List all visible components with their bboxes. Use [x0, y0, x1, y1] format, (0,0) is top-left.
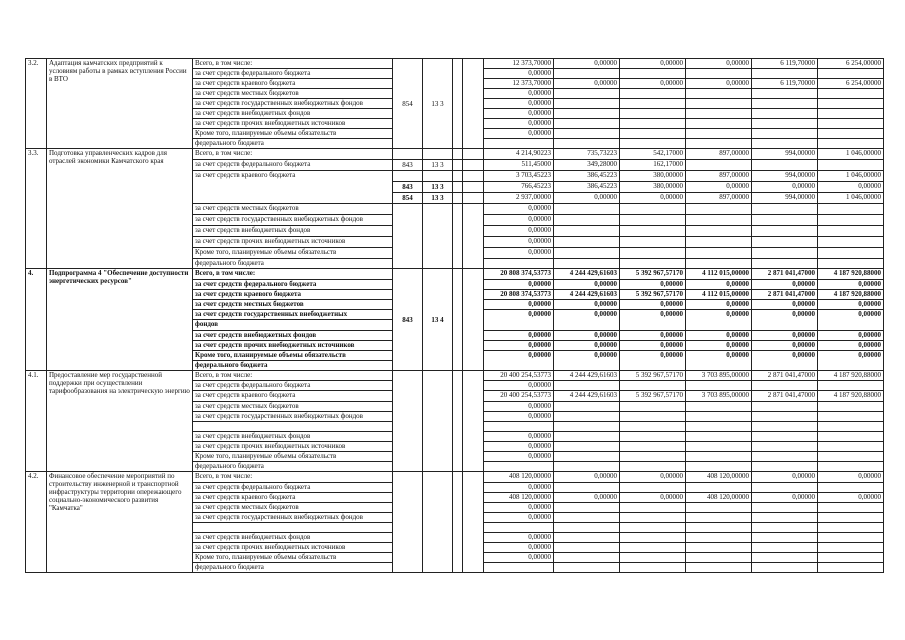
value-cell: 0,00000: [752, 300, 818, 310]
value-cell: 1 046,00000: [818, 193, 884, 204]
funding-source-label: за счет средств местных бюджетов: [193, 300, 393, 310]
value-cell: 0,00000: [686, 182, 752, 193]
value-cell: 994,00000: [752, 171, 818, 182]
value-total: 0,00000: [484, 513, 554, 523]
funding-source-label: Всего, в том числе:: [193, 59, 393, 69]
budget-table-page: [25, 58, 883, 573]
value-total: 0,00000: [484, 402, 554, 412]
funding-source-label: за счет средств краевого бюджета: [193, 493, 393, 503]
value-total: 0,00000: [484, 300, 554, 310]
funding-source-label: за счет средств прочих внебюджетных источников: [193, 442, 393, 452]
value-total: 20 400 254,53773: [484, 391, 554, 402]
value-total: 766,45223: [484, 182, 554, 193]
funding-source-label: Всего, в том числе:: [193, 371, 393, 381]
value-cell: 0,00000: [620, 351, 686, 371]
funding-source-label: Кроме того, планируемые объемы обязательств: [193, 351, 393, 361]
value-cell: 542,17000: [620, 149, 686, 160]
funding-source-label: Всего, в том числе:: [193, 149, 393, 160]
funding-source-label: федерального бюджета: [193, 462, 393, 472]
value-total: 0,00000: [484, 442, 554, 452]
value-total: 0,00000: [484, 412, 554, 422]
value-cell: 5 392 967,57170: [620, 391, 686, 402]
value-cell: 380,00000: [620, 171, 686, 182]
value-cell: 0,00000: [620, 331, 686, 341]
value-total: 20 808 374,53773: [484, 290, 554, 300]
value-cell: 6 254,00000: [818, 79, 884, 89]
value-cell: 4 112 015,00000: [686, 269, 752, 280]
value-total: 3 703,45223: [484, 171, 554, 182]
grbs-code: 854: [393, 193, 423, 204]
value-cell: 380,00000: [620, 182, 686, 193]
value-cell: 0,00000: [554, 280, 620, 290]
value-total: 0,00000: [484, 503, 554, 513]
value-cell: 6 254,00000: [818, 59, 884, 69]
value-total: 0,00000: [484, 553, 554, 563]
funding-source-label: Кроме того, планируемые объемы обязательств: [193, 129, 393, 139]
value-cell: 0,00000: [818, 351, 884, 371]
value-cell: 0,00000: [554, 310, 620, 331]
row-number: 3.3.: [26, 149, 47, 269]
value-cell: 0,00000: [752, 493, 818, 503]
value-cell: 0,00000: [554, 493, 620, 503]
value-cell: 2 871 041,47000: [752, 290, 818, 300]
value-total: 0,00000: [484, 204, 554, 215]
grbs-code: 843: [393, 160, 423, 171]
row-number: 4.1.: [26, 371, 47, 472]
value-cell: 0,00000: [620, 59, 686, 69]
value-total: 20 808 374,53773: [484, 269, 554, 280]
value-cell: 2 871 041,47000: [752, 269, 818, 280]
funding-source-label: федерального бюджета: [193, 139, 393, 149]
funding-source-label: за счет средств федерального бюджета: [193, 280, 393, 290]
grbs-code: 843: [393, 182, 423, 193]
value-cell: 0,00000: [752, 310, 818, 331]
table-row: [26, 371, 884, 381]
value-total: 0,00000: [484, 381, 554, 391]
funding-source-label: Кроме того, планируемые объемы обязательств: [193, 553, 393, 563]
program-code: 13 3: [423, 193, 453, 204]
value-cell: 0,00000: [620, 280, 686, 290]
grbs-code: 843: [393, 269, 423, 371]
funding-source-label: за счет средств федерального бюджета: [193, 69, 393, 79]
value-total: 0,00000: [484, 248, 554, 259]
value-cell: 0,00000: [620, 300, 686, 310]
value-cell: 386,45223: [554, 182, 620, 193]
value-cell: 0,00000: [818, 341, 884, 351]
value-cell: 994,00000: [752, 193, 818, 204]
measure-title: Подготовка управленческих кадров для отраслей экономики Камчатского края: [47, 149, 193, 269]
value-cell: 0,00000: [554, 331, 620, 341]
funding-source-label: федерального бюджета: [193, 563, 393, 573]
value-cell: 0,00000: [818, 182, 884, 193]
value-cell: 4 187 920,88000: [818, 269, 884, 280]
value-cell: 897,00000: [686, 193, 752, 204]
value-total: 0,00000: [484, 89, 554, 99]
funding-source-label: Кроме того, планируемые объемы обязательств: [193, 452, 393, 462]
value-total: 0,00000: [484, 237, 554, 248]
value-cell: 0,00000: [686, 341, 752, 351]
value-cell: 0,00000: [752, 280, 818, 290]
table-row: [26, 269, 884, 280]
funding-source-label: за счет средств внебюджетных фондов: [193, 533, 393, 543]
value-cell: 0,00000: [752, 341, 818, 351]
value-total: 0,00000: [484, 351, 554, 371]
value-cell: 0,00000: [554, 472, 620, 483]
value-cell: 0,00000: [620, 472, 686, 483]
value-cell: 6 119,70000: [752, 59, 818, 69]
value-cell: 0,00000: [686, 280, 752, 290]
value-total: 2 937,00000: [484, 193, 554, 204]
value-cell: 408 120,00000: [686, 472, 752, 483]
funding-source-label: за счет средств государственных внебюджетных фондов: [193, 412, 393, 422]
funding-source-label: за счет средств внебюджетных фондов: [193, 226, 393, 237]
value-cell: 4 244 429,61603: [554, 391, 620, 402]
funding-source-label: за счет средств федерального бюджета: [193, 483, 393, 493]
funding-source-label: Всего, в том числе:: [193, 472, 393, 483]
measure-title: Финансовое обеспечение мероприятий по строительству инженерной и транспортной инфраструктуры территории опережающего социально-экономического развития "Камчатка": [47, 472, 193, 573]
value-cell: 0,00000: [686, 59, 752, 69]
value-cell: 3 703 895,00000: [686, 391, 752, 402]
funding-source-label: за счет средств прочих внебюджетных источников: [193, 341, 393, 351]
budget-table: [25, 58, 884, 573]
value-total: 0,00000: [484, 533, 554, 543]
funding-source-label: за счет средств внебюджетных фондов: [193, 109, 393, 119]
value-cell: 4 187 920,88000: [818, 391, 884, 402]
value-total: 511,45000: [484, 160, 554, 171]
funding-source-label: за счет средств государственных внебюджетных фондов: [193, 513, 393, 523]
value-cell: 4 244 429,61603: [554, 371, 620, 381]
value-cell: 0,00000: [686, 351, 752, 371]
value-cell: 0,00000: [620, 193, 686, 204]
value-total: 0,00000: [484, 69, 554, 79]
value-cell: 0,00000: [554, 351, 620, 371]
funding-source-label: за счет средств местных бюджетов: [193, 402, 393, 412]
program-code: 13 3: [423, 182, 453, 193]
funding-source-label: за счет средств внебюджетных фондов: [193, 432, 393, 442]
value-cell: 0,00000: [554, 79, 620, 89]
value-cell: 0,00000: [620, 341, 686, 351]
value-total: 0,00000: [484, 119, 554, 129]
value-cell: 0,00000: [818, 493, 884, 503]
value-cell: 0,00000: [818, 472, 884, 483]
funding-source-label: Кроме того, планируемые объемы обязательств: [193, 248, 393, 259]
value-total: 20 400 254,53773: [484, 371, 554, 381]
funding-source-label: за счет средств местных бюджетов: [193, 503, 393, 513]
funding-source-label: за счет средств краевого бюджета: [193, 391, 393, 402]
value-cell: 0,00000: [686, 310, 752, 331]
value-cell: 0,00000: [554, 341, 620, 351]
value-cell: 0,00000: [554, 193, 620, 204]
value-cell: 1 046,00000: [818, 171, 884, 182]
value-cell: 0,00000: [818, 331, 884, 341]
funding-source-label: за счет средств краевого бюджета: [193, 171, 393, 204]
value-total: 0,00000: [484, 432, 554, 442]
value-total: 0,00000: [484, 109, 554, 119]
value-cell: 0,00000: [752, 472, 818, 483]
value-cell: 1 046,00000: [818, 149, 884, 160]
funding-source-label: за счет средств прочих внебюджетных источников: [193, 543, 393, 553]
funding-source-label: за счет средств прочих внебюджетных источников: [193, 237, 393, 248]
funding-source-label: за счет средств прочих внебюджетных источников: [193, 119, 393, 129]
program-code: 13 3: [423, 59, 453, 149]
value-cell: 0,00000: [818, 280, 884, 290]
value-cell: 386,45223: [554, 171, 620, 182]
value-cell: 0,00000: [620, 310, 686, 331]
value-cell: 994,00000: [752, 149, 818, 160]
value-cell: 408 120,00000: [686, 493, 752, 503]
value-cell: 0,00000: [818, 300, 884, 310]
funding-source-label: за счет средств федерального бюджета: [193, 381, 393, 391]
value-cell: 5 392 967,57170: [620, 371, 686, 381]
table-row: [26, 149, 884, 160]
grbs-code: 854: [393, 59, 423, 149]
value-total: 0,00000: [484, 226, 554, 237]
value-cell: 0,00000: [554, 300, 620, 310]
value-cell: 0,00000: [752, 182, 818, 193]
value-cell: 162,17000: [620, 160, 686, 171]
program-code: 13 3: [423, 160, 453, 171]
value-cell: 2 871 041,47000: [752, 391, 818, 402]
funding-source-label: за счет средств краевого бюджета: [193, 290, 393, 300]
funding-source-label: за счет средств краевого бюджета: [193, 79, 393, 89]
funding-source-label: фондов: [193, 320, 393, 331]
funding-source-label: за счет средств местных бюджетов: [193, 204, 393, 215]
value-cell: 0,00000: [818, 310, 884, 331]
value-cell: 897,00000: [686, 171, 752, 182]
value-total: 0,00000: [484, 215, 554, 226]
value-total: 0,00000: [484, 129, 554, 139]
value-total: 0,00000: [484, 99, 554, 109]
value-cell: 6 119,70000: [752, 79, 818, 89]
funding-source-label: федерального бюджета: [193, 361, 393, 371]
funding-source-label: Всего, в том числе:: [193, 269, 393, 280]
value-cell: 0,00000: [686, 331, 752, 341]
value-cell: 4 187 920,88000: [818, 290, 884, 300]
value-total: 12 373,70000: [484, 79, 554, 89]
value-cell: 0,00000: [554, 59, 620, 69]
funding-source-label: за счет средств федерального бюджета: [193, 160, 393, 171]
value-total: 0,00000: [484, 331, 554, 341]
value-cell: 4 244 429,61603: [554, 269, 620, 280]
funding-source-label: за счет средств местных бюджетов: [193, 89, 393, 99]
value-cell: 2 871 041,47000: [752, 371, 818, 381]
funding-source-label: за счет средств государственных внебюджетных фондов: [193, 99, 393, 109]
measure-title: Адаптация камчатских предприятий к условиям работы в рамках вступления России в ВТО: [47, 59, 193, 149]
value-total: 4 214,90223: [484, 149, 554, 160]
funding-source-label: за счет средств государственных внебюджетных фондов: [193, 215, 393, 226]
value-cell: 0,00000: [686, 79, 752, 89]
value-cell: 0,00000: [752, 351, 818, 371]
row-number: 4.: [26, 269, 47, 371]
value-total: 12 373,70000: [484, 59, 554, 69]
value-cell: 735,73223: [554, 149, 620, 160]
program-code: 13 4: [423, 269, 453, 371]
value-cell: 0,00000: [752, 331, 818, 341]
value-total: 0,00000: [484, 280, 554, 290]
row-number: 3.2.: [26, 59, 47, 149]
value-total: 408 120,00000: [484, 493, 554, 503]
measure-title: Подпрограмма 4 "Обеспечение доступности энергетических ресурсов": [47, 269, 193, 371]
value-cell: 897,00000: [686, 149, 752, 160]
value-cell: 3 703 895,00000: [686, 371, 752, 381]
table-row: [26, 59, 884, 69]
value-cell: 0,00000: [620, 79, 686, 89]
funding-source-label: за счет средств внебюджетных фондов: [193, 331, 393, 341]
value-cell: 0,00000: [686, 300, 752, 310]
funding-source-label: федерального бюджета: [193, 259, 393, 269]
value-total: 0,00000: [484, 543, 554, 553]
value-cell: 4 244 429,61603: [554, 290, 620, 300]
measure-title: Предоставление мер государственной поддержки при осуществлении тарифообразования на электрическую энергию: [47, 371, 193, 472]
value-cell: 4 112 015,00000: [686, 290, 752, 300]
value-cell: 5 392 967,57170: [620, 290, 686, 300]
value-total: 0,00000: [484, 310, 554, 331]
row-number: 4.2.: [26, 472, 47, 573]
value-cell: 5 392 967,57170: [620, 269, 686, 280]
value-cell: 0,00000: [620, 493, 686, 503]
value-total: 0,00000: [484, 341, 554, 351]
table-row: [26, 472, 884, 483]
value-cell: 349,28000: [554, 160, 620, 171]
value-total: 0,00000: [484, 483, 554, 493]
value-cell: 4 187 920,88000: [818, 371, 884, 381]
value-total: 408 120,00000: [484, 472, 554, 483]
value-total: 0,00000: [484, 452, 554, 462]
funding-source-label: за счет средств государственных внебюджетных: [193, 310, 393, 320]
